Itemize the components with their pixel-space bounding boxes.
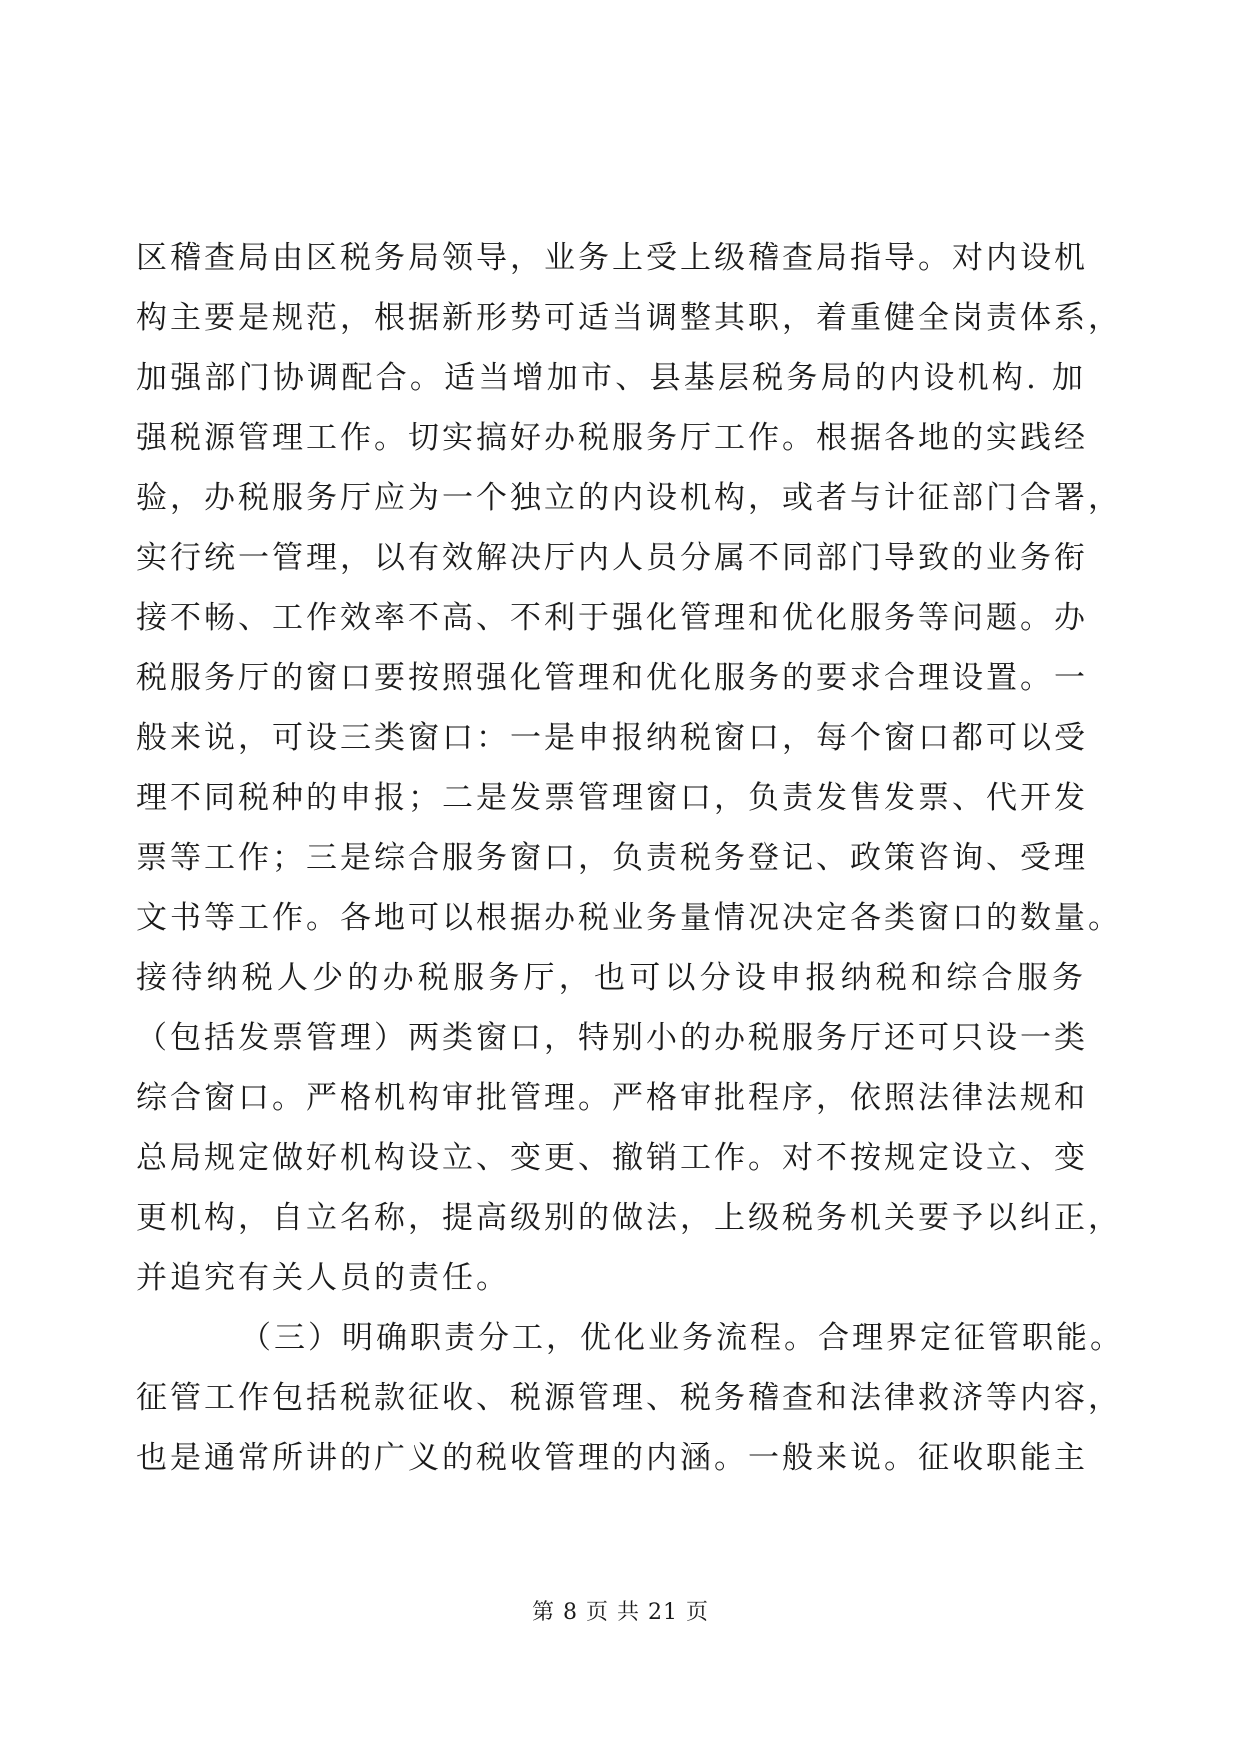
text-line: 接不畅、工作效率不高、不利于强化管理和优化服务等问题。办 (136, 600, 1088, 636)
text-line: 强税源管理工作。切实搞好办税服务厅工作。根据各地的实践经 (136, 420, 1088, 456)
text-line: 总局规定做好机构设立、变更、撤销工作。对不按规定设立、变 (136, 1140, 1088, 1176)
text-line: 加强部门协调配合。适当增加市、县基层税务局的内设机构. 加 (136, 360, 1086, 396)
text-line: 综合窗口。严格机构审批管理。严格审批程序，依照法律法规和 (136, 1080, 1088, 1116)
text-line: 文书等工作。各地可以根据办税业务量情况决定各类窗口的数量。 (136, 900, 1122, 936)
text-line: 税服务厅的窗口要按照强化管理和优化服务的要求合理设置。一 (136, 660, 1088, 696)
text-line: 票等工作；三是综合服务窗口，负责税务登记、政策咨询、受理 (136, 840, 1088, 876)
text-line: 也是通常所讲的广义的税收管理的内涵。一般来说。征收职能主 (136, 1440, 1088, 1476)
body-text (136, 228, 1124, 1488)
text-line: 验，办税服务厅应为一个独立的内设机构，或者与计征部门合署， (136, 480, 1122, 516)
text-line: （包括发票管理）两类窗口，特别小的办税服务厅还可只设一类 (136, 1020, 1088, 1056)
page-number-footer: 第 8 页 共 21 页 (532, 1600, 709, 1625)
text-line: 理不同税种的申报；二是发票管理窗口，负责发售发票、代开发 (136, 780, 1088, 816)
text-line: 接待纳税人少的办税服务厅，也可以分设申报纳税和综合服务 (136, 960, 1086, 996)
text-line: 实行统一管理，以有效解决厅内人员分属不同部门导致的业务衔 (136, 540, 1088, 576)
text-line: 般来说，可设三类窗口：一是申报纳税窗口，每个窗口都可以受 (136, 720, 1088, 756)
text-line: 征管工作包括税款征收、税源管理、税务稽查和法律救济等内容， (136, 1380, 1122, 1416)
text-line: 更机构，自立名称，提高级别的做法，上级税务机关要予以纠正， (136, 1200, 1122, 1236)
text-line: 构主要是规范，根据新形势可适当调整其职，着重健全岗责体系， (136, 300, 1122, 336)
text-line: 并追究有关人员的责任。 (136, 1260, 510, 1296)
section-heading-line: （三）明确职责分工，优化业务流程。合理界定征管职能。 (240, 1320, 1124, 1356)
text-line: 区稽查局由区税务局领导，业务上受上级稽查局指导。对内设机 (136, 240, 1088, 276)
